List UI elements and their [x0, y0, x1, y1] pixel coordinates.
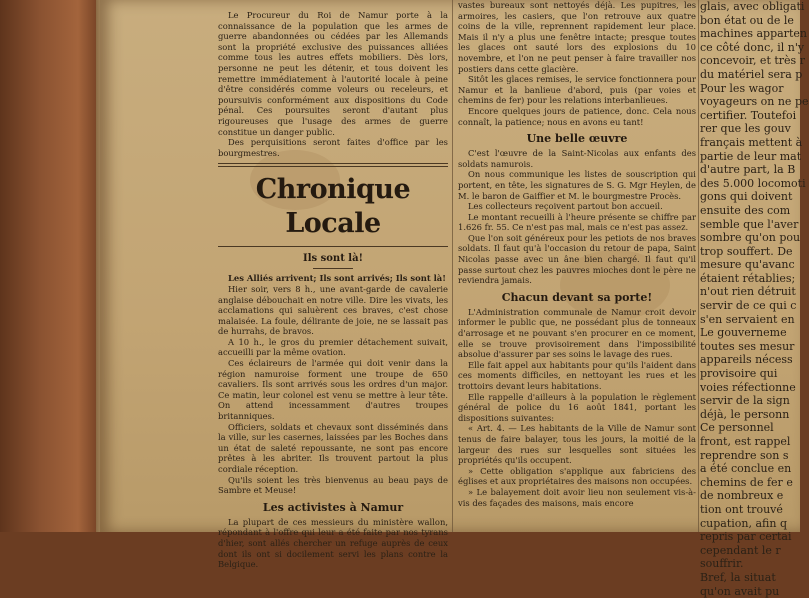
paragraph: Hier soir, vers 8 h., une avant-garde de cavalerie anglaise débouchait en notre ville. Dire les vivats, les acclamations qui saluèrent ces braves, c'est chose malaisée. La foule, délirante de joie, ne se lassait pas de hurrahs, de bravos.: [218, 283, 448, 337]
text-line: semble que l'aver: [700, 217, 799, 231]
paragraph: Que l'on soit généreux pour les petiots de nos braves soldats. Il faut qu'à l'occasion du retour de papa, Saint Nicolas passe avec un âne bien chargé. Il faut qu'il passe surtout chez les pauvres mioches dont le père ne reviendra jamais.: [458, 232, 696, 286]
text-line: souffrir.: [700, 557, 744, 571]
paragraph: Les Alliés arrivent; Ils sont arrivés; Ils sont là!: [228, 273, 446, 284]
text-line: machines apparten: [700, 27, 807, 41]
paragraph: Encore quelques jours de patience, donc. Cela nous connaît, la patience; nous en avons eu tant!: [458, 105, 696, 127]
paragraph: Officiers, soldats et chevaux sont disséminés dans la ville, sur les casernes, laissées par les Boches dans un état de saleté repoussante, ne sont pas encore prêtes à les abriter. Ils trouvent partout la plus cordiale réception.: [218, 421, 448, 474]
text-line: n'out rien détruit: [700, 285, 796, 299]
text-line: provisoire qui: [700, 367, 778, 381]
text-line: mesure qu'avanc: [700, 258, 795, 272]
paragraph: La plupart de ces messieurs du ministère wallon, répondant à l'offre qui leur a été faite par nos tyrans d'hier, sont allés chercher un refuge auprès de ceux dont ils ont si docilement servi les plans contre la Belgique.: [218, 516, 448, 570]
article-title: Une belle œuvre: [526, 132, 628, 146]
text-line: voies réfectionne: [700, 380, 796, 394]
text-line: appareils nécess: [700, 353, 793, 367]
text-line: déjà, le personn: [700, 407, 790, 421]
text-line: sombre qu'on pou: [700, 231, 801, 245]
paragraph: Qu'ils soient les très bienvenus au beau pays de Sambre et Meuse!: [218, 474, 448, 496]
text-line: ensuite des com: [700, 203, 791, 217]
article-title: Les activistes à Namur: [262, 500, 404, 514]
title-underline: [313, 268, 353, 269]
text-line: voyageurs on ne pe: [700, 95, 809, 109]
text-line: chemins de fer e: [700, 475, 793, 489]
text-line: des 5.000 locomoti: [700, 176, 806, 190]
paragraph: L'Administration communale de Namur croit devoir informer le public que, ne possédant plus de tonneaux d'arrosage et ne pouvant s'en procurer en ce moment, elle se trouve provisoirement dans l'impossibilité absolue d'assurer par ses soins le lavage des rues.: [458, 306, 696, 360]
text-line: toutes ses mesur: [700, 339, 795, 353]
text-line: Ce personnel: [700, 421, 774, 435]
text-line: s'en servaient en: [700, 312, 795, 326]
text-line: trop souffert. De: [700, 244, 793, 258]
paragraph: Sitôt les glaces remises, le service fonctionnera pour Namur et la banlieue d'abord, puis (par voies et chemins de fer) pour les relations interbanlieues.: [458, 74, 696, 106]
article-title: Ils sont là!: [303, 253, 363, 265]
paragraph: » Le balayement doit avoir lieu non seulement vis-à-vis des façades des maisons, mais encore: [458, 486, 696, 508]
text-line: tion ont trouvé: [700, 502, 783, 516]
paragraph: Les collecteurs reçoivent partout bon accueil.: [468, 201, 663, 212]
text-line: Pour les wagor: [700, 81, 784, 95]
text-line: front, est rappel: [700, 435, 791, 448]
text-line: glais, avec obligati: [700, 0, 805, 13]
text-line: du matériel sera p: [700, 67, 803, 81]
text-line: servir de ce qui c: [700, 299, 797, 313]
paragraph: Ces éclaireurs de l'armée qui doit venir dans la région namuroise forment une troupe de 650 cavaliers. Ils sont arrivés sous les ordres d'un major. Ce matin, leur colonel est venu se mettre à leur tête. On attend incessamment d'autres troupes britanniques.: [218, 358, 448, 422]
column-rule: [698, 0, 699, 532]
divider: [218, 246, 448, 247]
article-title: Chacun devant sa porte!: [501, 290, 653, 304]
paragraph: « Art. 4. — Les habitants de la Ville de Namur sont tenus de faire balayer, tous les jours, la moitié de la largeur des rues sur lesquelles sont situées les propriétés qu'ils occupent.: [458, 423, 696, 466]
text-line: rer que les gouv: [700, 122, 791, 136]
paragraph: Des perquisitions seront faites d'office par les bourgmestres.: [218, 137, 448, 158]
text-line: concevoir, et très r: [700, 54, 805, 68]
text-line: de nombreux e: [700, 489, 784, 503]
paragraph: vastes bureaux sont nettoyés déjà. Les pupitres, les armoires, les casiers, que l'on retrouve aux quatre coins de la ville, reprennent rapidement leur place. Mais il n'y a plus une fenêtre intacte; presque toutes les glaces ont sauté lors des explosions du 10 novembre, et l'on ne peut penser à faire travailler nos postiers dans cette glacière.: [458, 0, 696, 74]
text-line: servir de la sign: [700, 394, 790, 408]
text-line: reprendre son s: [700, 448, 789, 462]
section-title: Chronique Locale: [255, 174, 411, 240]
paragraph: A 10 h., le gros du premier détachement suivait, accueilli par la même ovation.: [218, 336, 448, 358]
column-right-cropped: [700, 0, 809, 598]
column-rule: [452, 0, 453, 532]
text-line: français mettent à: [700, 135, 803, 149]
paragraph: Elle fait appel aux habitants pour qu'ils l'aident dans ces moments difficiles, en nettoyant les rues et les trottoirs devant leurs habitations.: [458, 359, 696, 391]
text-line: a été conclue en: [700, 462, 792, 476]
paragraph: Le montant recueilli à l'heure présente se chiffre par 1.626 fr. 55. Ce n'est pas mal, mais ce n'est pas assez.: [458, 211, 696, 233]
paragraph: On nous communique les listes de souscription qui portent, en tête, les signatures de S. G. Mgr Heylen, de M. le baron de Gaiffier et M. le bourgmestre Procès.: [458, 169, 696, 201]
paragraph: C'est l'œuvre de la Saint-Nicolas aux enfants des soldats namurois.: [458, 148, 696, 169]
text-line: bon état ou de le: [700, 13, 794, 27]
text-line: repris par certai: [700, 530, 792, 544]
column-middle: [458, 0, 696, 532]
text-line: cupation, afin q: [700, 516, 788, 530]
paragraph: Le Procureur du Roi de Namur porte à la connaissance de la population que les armes de guerre abandonnées ou cédées par les Allemands sont la propriété exclusive des puissances alliées comme tous les autres effets mobiliers. Dès lors, personne ne peut les détenir, et tous doivent les remettre immédiatement à l'autorité locale à peine d'être considérés comme voleurs ou receleurs, et poursuivis conformément aux dispositions du Code pénal. Ces poursuites seront d'autant plus rigoureuses que l'usage des armes de guerre constitue un danger public.: [218, 10, 448, 137]
text-line: gons qui doivent: [700, 190, 793, 204]
text-line: certifier. Toutefoi: [700, 108, 797, 122]
text-line: cependant le r: [700, 543, 781, 557]
text-line: ce côté donc, il n'y: [700, 40, 805, 54]
text-line: étaient rétablies;: [700, 271, 796, 285]
paragraph: Elle rappelle d'ailleurs à la population le règlement général de police du 16 août 1841, portant les dispositions suivantes:: [458, 391, 696, 423]
text-line: Le gouverneme: [700, 326, 787, 340]
text-line: qu'on avait pu: [700, 584, 780, 598]
column-left: [218, 0, 448, 570]
paragraph: » Cette obligation s'applique aux fabriciens des églises et aux propriétaires des maisons non occupées.: [458, 465, 696, 487]
text-line: d'autre part, la B: [700, 163, 796, 177]
text-line: Bref, la situat: [700, 570, 776, 584]
section-divider: [218, 163, 448, 167]
text-line: partie de leur mat: [700, 149, 802, 163]
